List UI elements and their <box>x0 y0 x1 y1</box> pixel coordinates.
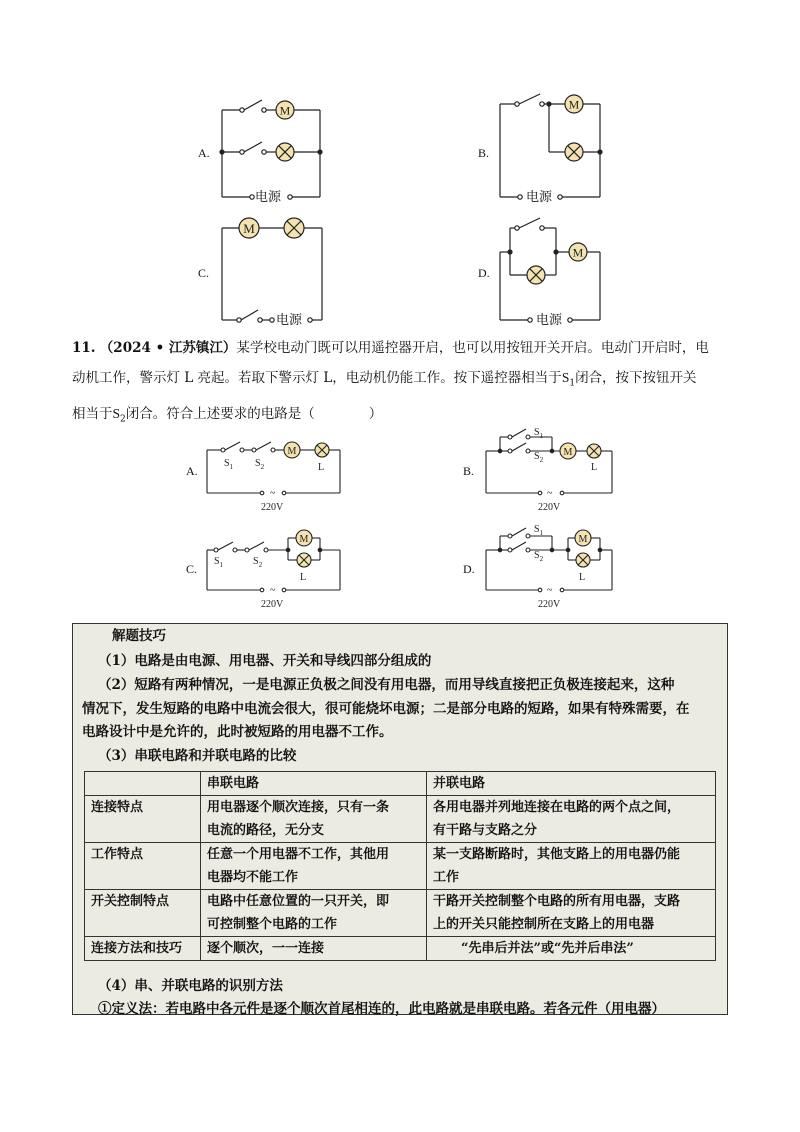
cell-line: 有干路与支路之分 <box>433 823 538 838</box>
tips-point-3: （3）串联电路和并联电路的比较 <box>98 748 297 764</box>
option-label-a: A. <box>198 146 210 160</box>
table-cell <box>201 890 427 937</box>
svg-text:M: M <box>299 534 309 545</box>
svg-text:220V: 220V <box>261 502 284 513</box>
switch-subscript: 1 <box>569 378 576 389</box>
option-label-d: D. <box>463 562 475 576</box>
svg-text:220V: 220V <box>538 502 561 513</box>
cell-line: “先串后并法”或“先并后串法” <box>461 941 634 956</box>
table-header-row <box>85 772 716 796</box>
svg-text:M: M <box>279 103 291 118</box>
svg-text:S2: $S_2$ <box>255 458 265 471</box>
question-text: 闭合，按下按钮开关 <box>575 370 697 386</box>
question-number: 11. <box>72 340 96 356</box>
svg-text:~: ~ <box>547 488 553 499</box>
option-label-c: C. <box>186 562 198 576</box>
switch-symbol: S <box>112 405 121 421</box>
svg-text:S2: $S_2$ <box>534 451 544 464</box>
cell-line: 任意一个用电器不工作，其他用 <box>207 847 390 862</box>
svg-text:~: ~ <box>270 488 276 499</box>
tips-point-5: ①定义法：若电路中各元件是逐个顺次首尾相连的，此电路就是串联电路。若各元件（用电器） <box>98 1001 665 1017</box>
switch-symbol: S <box>561 370 570 385</box>
cell-line: 干路开关控制整个电路的所有用电器，支路 <box>433 894 681 909</box>
table-row-key: 工作特点 <box>85 843 201 890</box>
option-label-c: C. <box>198 266 210 280</box>
svg-text:M: M <box>243 221 255 236</box>
svg-text:L: L <box>300 572 307 583</box>
cell-line: 电流的路径，无分支 <box>207 823 325 838</box>
svg-text:220V: 220V <box>538 599 561 610</box>
tips-point-2-line-2: 情况下，发生短路的电路中电流会很大，很可能烧坏电源；二是部分电路的短路，如果有特殊需要，在 <box>82 701 690 717</box>
svg-text:S1: $S_1$ <box>534 524 544 537</box>
switch-subscript: 2 <box>120 414 126 425</box>
option-label-a: A. <box>186 464 198 478</box>
svg-text:M: M <box>578 534 588 545</box>
svg-text:~: ~ <box>547 585 553 596</box>
tips-title: 解题技巧 <box>112 628 166 644</box>
table-row <box>85 937 716 961</box>
question-source-tag: （2024 • 江苏镇江） <box>99 340 237 356</box>
svg-text:M: M <box>572 245 584 260</box>
option-label-b: B. <box>478 146 490 160</box>
cell-line: 电路中任意位置的一只开关，即 <box>207 894 390 909</box>
table-header-cell: 并联电路 <box>427 772 716 796</box>
svg-text:M: M <box>568 97 580 112</box>
svg-text:M: M <box>563 447 573 458</box>
table-cell <box>201 796 427 843</box>
svg-text:S2: $S_2$ <box>534 550 544 563</box>
svg-text:S2: $S_2$ <box>253 556 263 569</box>
svg-text:S1: $S_1$ <box>214 556 224 569</box>
table-row-key: 连接特点 <box>85 796 201 843</box>
svg-text:S1: $S_1$ <box>224 458 234 471</box>
table-row <box>85 843 716 890</box>
question-text: 某学校电动门既可以用遥控器开启，也可以用按钮开关开启。电动门开启时，电 <box>236 340 709 356</box>
question-text: 闭合。符合上述要求的电路是（ ） <box>125 405 383 422</box>
svg-text:L: L <box>579 572 586 583</box>
cell-line: 可控制整个电路的工作 <box>207 917 338 932</box>
power-source-label: 电源 <box>526 189 553 204</box>
svg-text:L: L <box>591 462 598 473</box>
cell-line: 各用电器并列地连接在电路的两个点之间， <box>433 800 681 815</box>
table-cell <box>427 890 716 937</box>
tips-point-4: （4）串、并联电路的识别方法 <box>98 978 283 994</box>
table-cell <box>427 843 716 890</box>
svg-text:L: L <box>318 462 325 473</box>
cell-line: 某一支路断路时，其他支路上的用电器仍能 <box>433 847 681 862</box>
power-source-label: 电源 <box>276 312 303 327</box>
series-parallel-comparison-table <box>84 771 716 961</box>
svg-text:M: M <box>287 446 297 457</box>
table-row <box>85 796 716 843</box>
table-header-cell: 串联电路 <box>201 772 427 796</box>
power-source-label: 电源 <box>255 189 282 204</box>
cell-line: 电器均不能工作 <box>207 870 299 885</box>
table-cell <box>427 796 716 843</box>
table-cell <box>427 937 716 961</box>
table-cell <box>85 772 201 796</box>
svg-text:~: ~ <box>270 585 276 596</box>
table-row-key: 连接方法和技巧 <box>85 937 201 961</box>
option-label-b: B. <box>463 464 475 478</box>
svg-text:S1: $S_1$ <box>534 427 544 440</box>
power-source-label: 电源 <box>536 312 563 327</box>
table-cell: 逐个顺次，一一连接 <box>201 937 427 961</box>
table-cell <box>201 843 427 890</box>
svg-text:220V: 220V <box>261 599 284 610</box>
tips-point-2-line-1: （2）短路有两种情况，一是电源正负极之间没有用电器，而用导线直接把正负极连接起来，这种 <box>98 677 675 693</box>
tips-point-1: （1）电路是由电源、用电器、开关和导线四部分组成的 <box>98 653 432 669</box>
cell-line: 上的开关只能控制所在支路上的用电器 <box>433 917 655 932</box>
table-row <box>85 890 716 937</box>
table-row-key: 开关控制特点 <box>85 890 201 937</box>
question-text: 相当于 <box>72 405 113 422</box>
option-label-d: D. <box>478 266 490 280</box>
cell-line: 工作 <box>433 870 460 885</box>
cell-line: 用电器逐个顺次连接，只有一条 <box>207 800 390 815</box>
question-text: 动机工作，警示灯 L 亮起。若取下警示灯 L，电动机仍能工作。按下遥控器相当于 <box>72 370 562 386</box>
tips-point-2-line-3: 电路设计中是允许的，此时被短路的用电器不工作。 <box>82 724 393 740</box>
